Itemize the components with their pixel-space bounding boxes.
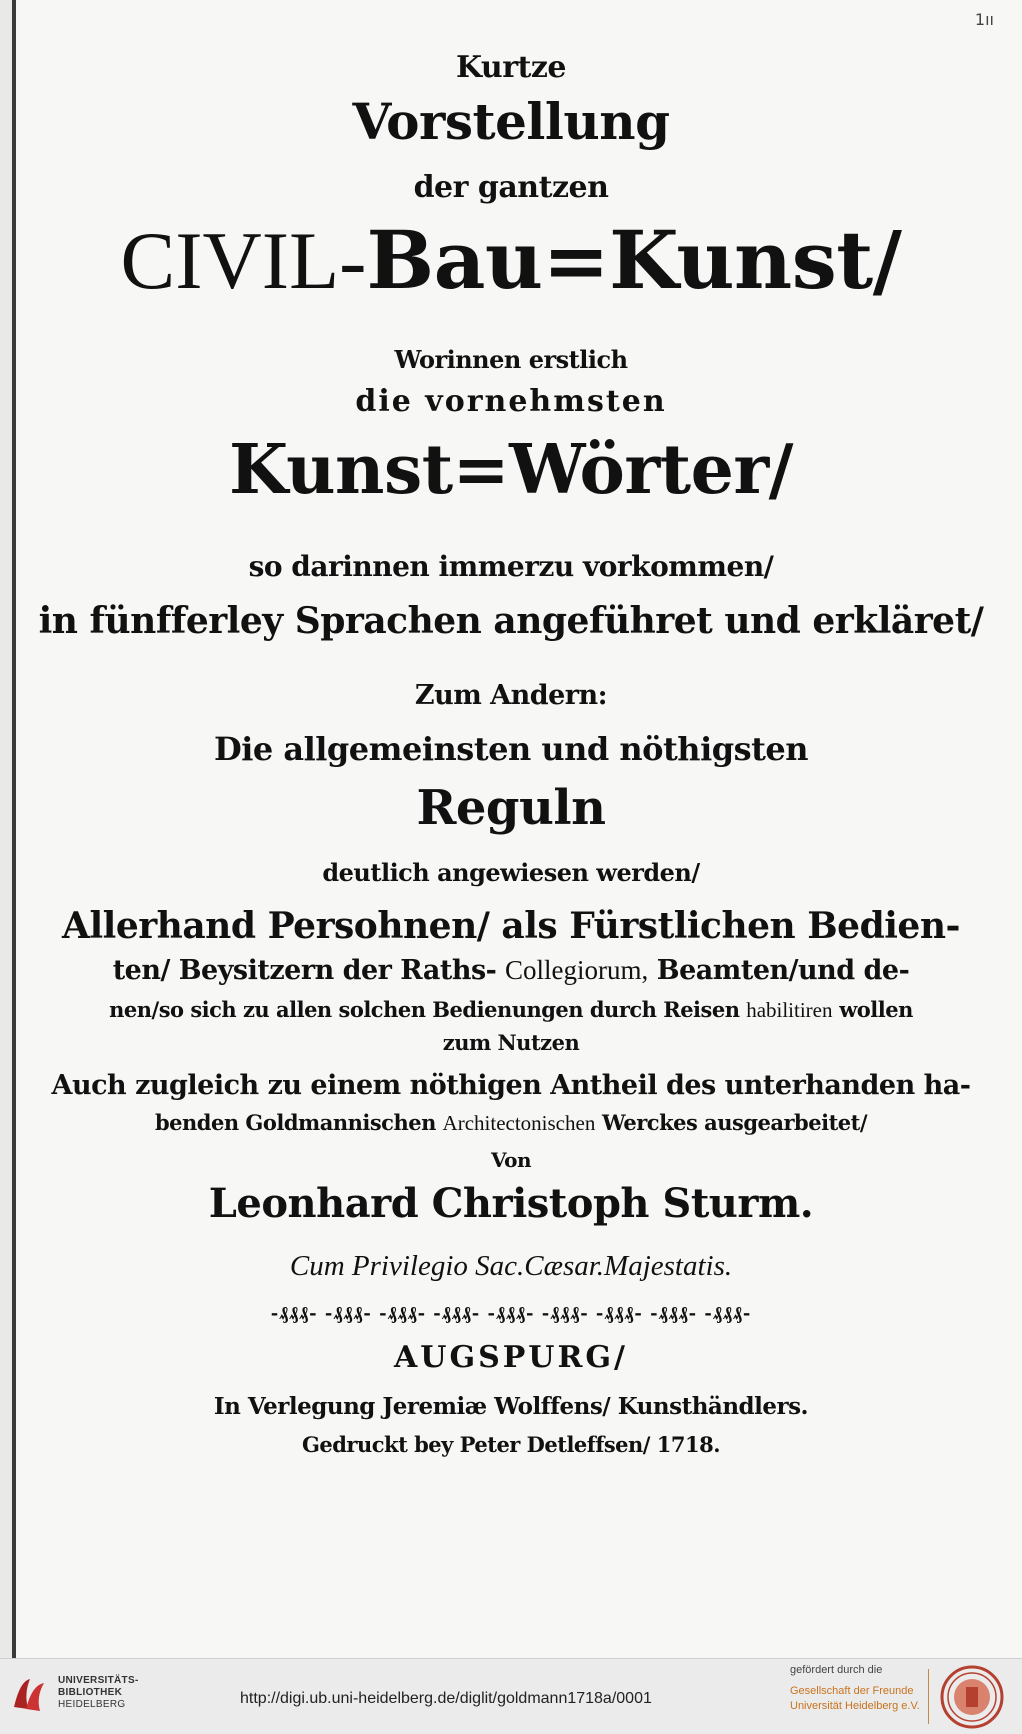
imprint-publisher: In Verlegung Jeremiæ Wolffens/ Kunsthändlers. [213, 1393, 809, 1420]
werckes-text: Werckes ausgearbeitet/ [602, 1110, 868, 1135]
author-name: Leonhard Christoph Sturm. [208, 1180, 814, 1227]
title-line-beysitzern [0, 955, 1022, 986]
title-line-vornehmsten: die vornehmsten [355, 384, 667, 419]
title-line-der-gantzen: der gantzen [413, 170, 609, 205]
ornamental-rule: -₰₰₰- -₰₰₰- -₰₰₰- -₰₰₰- -₰₰₰- -₰₰₰- -₰₰₰- -₰₰₰- -₰₰₰- [270, 1303, 752, 1324]
imprint-printer: Gedruckt bey Peter Detleffsen/ 1718. [301, 1432, 721, 1457]
imprint-city: AUGSPURG/ [394, 1340, 628, 1375]
title-line-kurtze: Kurtze [455, 50, 566, 85]
collegiorum-text: Collegiorum, [504, 955, 649, 985]
title-line-von: Von [490, 1148, 532, 1172]
sponsor-org-line1: Gesellschaft der Freunde [790, 1685, 914, 1697]
habilitiren-text: habilitiren [746, 998, 833, 1022]
title-line-fuenfferley: in fünfferley Sprachen angeführet und erkläret/ [38, 600, 984, 642]
sponsor-label: gefördert durch die [790, 1664, 883, 1676]
sponsor-block[interactable] [790, 1663, 920, 1714]
title-line-vorstellung: Vorstellung [352, 92, 670, 151]
library-name[interactable] [58, 1675, 139, 1711]
library-name-line3: HEIDELBERG [58, 1699, 126, 1710]
title-line-allgemeinsten: Die allgemeinsten und nöthigsten [213, 730, 809, 768]
footer-bar [0, 1658, 1022, 1734]
university-seal-icon[interactable] [940, 1665, 1004, 1729]
title-line-bedienungen [0, 997, 1022, 1023]
bedienungen-text: nen/so sich zu allen solchen Bedienungen durch Reisen [109, 997, 740, 1022]
beamten-text: Beamten/und de- [656, 955, 910, 986]
title-line-auch-zugleich: Auch zugleich zu einem nöthigen Antheil des unterhanden ha- [51, 1070, 971, 1101]
library-name-line2: BIBLIOTHEK [58, 1687, 123, 1698]
wollen-text: wollen [839, 997, 913, 1022]
title-line-worinnen: Worinnen erstlich [394, 345, 628, 374]
title-line-zum-nutzen: zum Nutzen [442, 1030, 580, 1055]
permalink-url[interactable]: http://digi.ub.uni-heidelberg.de/diglit/goldmann1718a/0001 [240, 1690, 652, 1707]
architectonischen-text: Architectonischen [442, 1111, 596, 1135]
library-name-line1: UNIVERSITÄTS- [58, 1675, 139, 1686]
baukunst-word: Bau=Kunst/ [366, 213, 902, 307]
title-line-kunstwoerter: Kunst=Wörter/ [229, 430, 793, 510]
sponsor-org-line2: Universität Heidelberg e.V. [790, 1700, 920, 1712]
title-line-zum-andern: Zum Andern: [414, 680, 608, 711]
title-line-angewiesen: deutlich angewiesen werden/ [322, 858, 700, 887]
title-line-so-darinnen: so darinnen immerzu vorkommen/ [248, 550, 774, 583]
ub-heidelberg-logo-icon[interactable] [10, 1675, 50, 1715]
beysitzern-text: ten/ Beysitzern der Raths- [112, 955, 497, 986]
privilege-line: Cum Privilegio Sac.Cæsar.Majestatis. [289, 1250, 733, 1282]
footer-divider [928, 1669, 929, 1724]
title-line-reguln: Reguln [416, 780, 606, 836]
folio-mark: 1ıı [974, 10, 994, 29]
civil-word: CIVIL- [120, 215, 367, 306]
title-line-civil-baukunst [0, 212, 1022, 309]
title-line-allerhand: Allerhand Persohnen/ als Fürstlichen Bedien- [62, 905, 960, 947]
title-line-goldmannischen [0, 1110, 1022, 1136]
goldmannischen-text: benden Goldmannischen [154, 1110, 436, 1135]
